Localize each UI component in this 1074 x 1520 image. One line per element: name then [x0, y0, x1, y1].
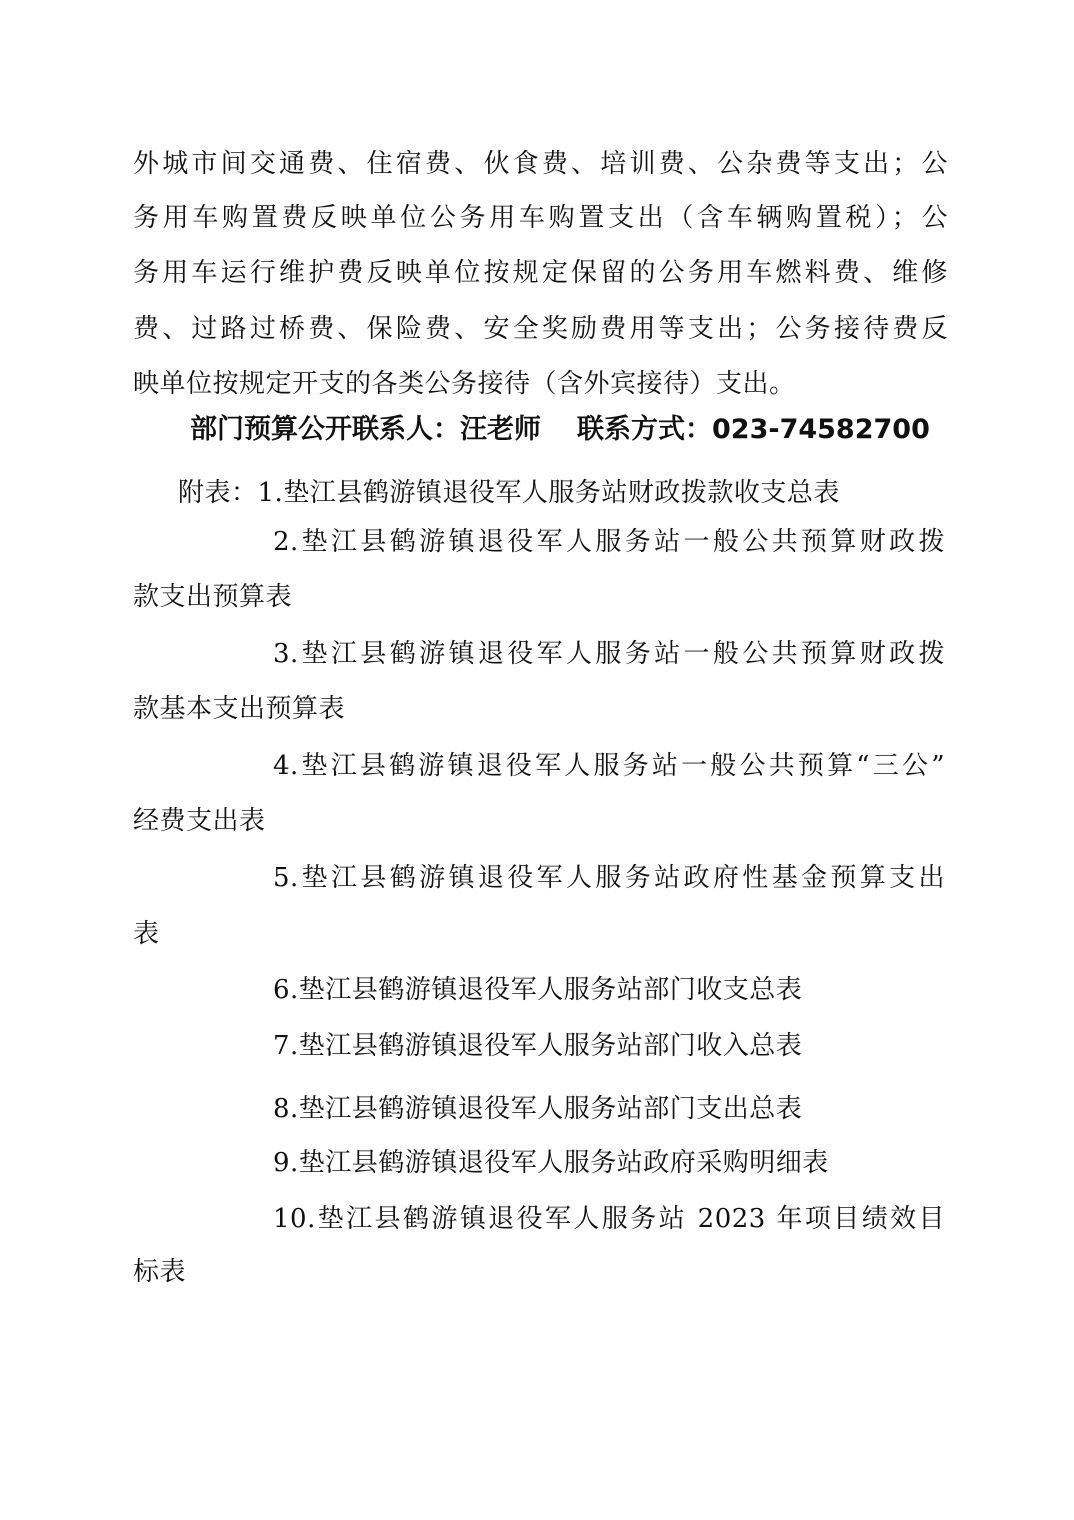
- annex-item-1: [178, 473, 840, 513]
- annex-item-2-cont: 款支出预算表: [133, 582, 293, 612]
- contact-person: 部门预算公开联系人：汪老师: [190, 414, 541, 445]
- paragraph-line: 费、过路过桥费、保险费、安全奖励费用等支出；公务接待费反: [133, 314, 948, 344]
- annex-item-3-cont: 款基本支出预算表: [133, 694, 346, 724]
- annex-item-7: 7.垫江县鹤游镇退役军人服务站部门收入总表: [273, 1031, 803, 1061]
- paragraph-line: 外城市间交通费、住宿费、伙食费、培训费、公杂费等支出；公: [133, 149, 948, 179]
- annex-item-6: 6.垫江县鹤游镇退役军人服务站部门收支总表: [273, 975, 803, 1005]
- annex-item-5: 5.垫江县鹤游镇退役军人服务站政府性基金预算支出: [273, 863, 945, 893]
- paragraph-line: 务用车购置费反映单位公务用车购置支出（含车辆购置税）；公: [133, 203, 948, 233]
- contact-line: [190, 410, 930, 450]
- annex-item-3: 3.垫江县鹤游镇退役军人服务站一般公共预算财政拨: [273, 639, 945, 669]
- annex-item-4: 4.垫江县鹤游镇退役军人服务站一般公共预算“三公”: [273, 751, 945, 781]
- annex-item-10-cont: 标表: [133, 1257, 187, 1287]
- paragraph-line: 映单位按规定开支的各类公务接待（含外宾接待）支出。: [133, 369, 796, 399]
- annex-item-4-cont: 经费支出表: [133, 806, 266, 836]
- paragraph-line: 务用车运行维护费反映单位按规定保留的公务用车燃料费、维修: [133, 258, 948, 288]
- annex-label: 附表：: [178, 478, 258, 508]
- annex-item-5-cont: 表: [133, 919, 160, 949]
- annex-item-9: 9.垫江县鹤游镇退役军人服务站政府采购明细表: [273, 1148, 829, 1178]
- annex-item-8: 8.垫江县鹤游镇退役军人服务站部门支出总表: [273, 1094, 803, 1124]
- annex-item-2: 2.垫江县鹤游镇退役军人服务站一般公共预算财政拨: [273, 527, 945, 557]
- annex-item-10: 10.垫江县鹤游镇退役军人服务站 2023 年项目绩效目: [273, 1204, 945, 1234]
- annex-item-text: 1.垫江县鹤游镇退役军人服务站财政拨款收支总表: [257, 478, 840, 508]
- contact-method: 联系方式：023-74582700: [577, 414, 930, 445]
